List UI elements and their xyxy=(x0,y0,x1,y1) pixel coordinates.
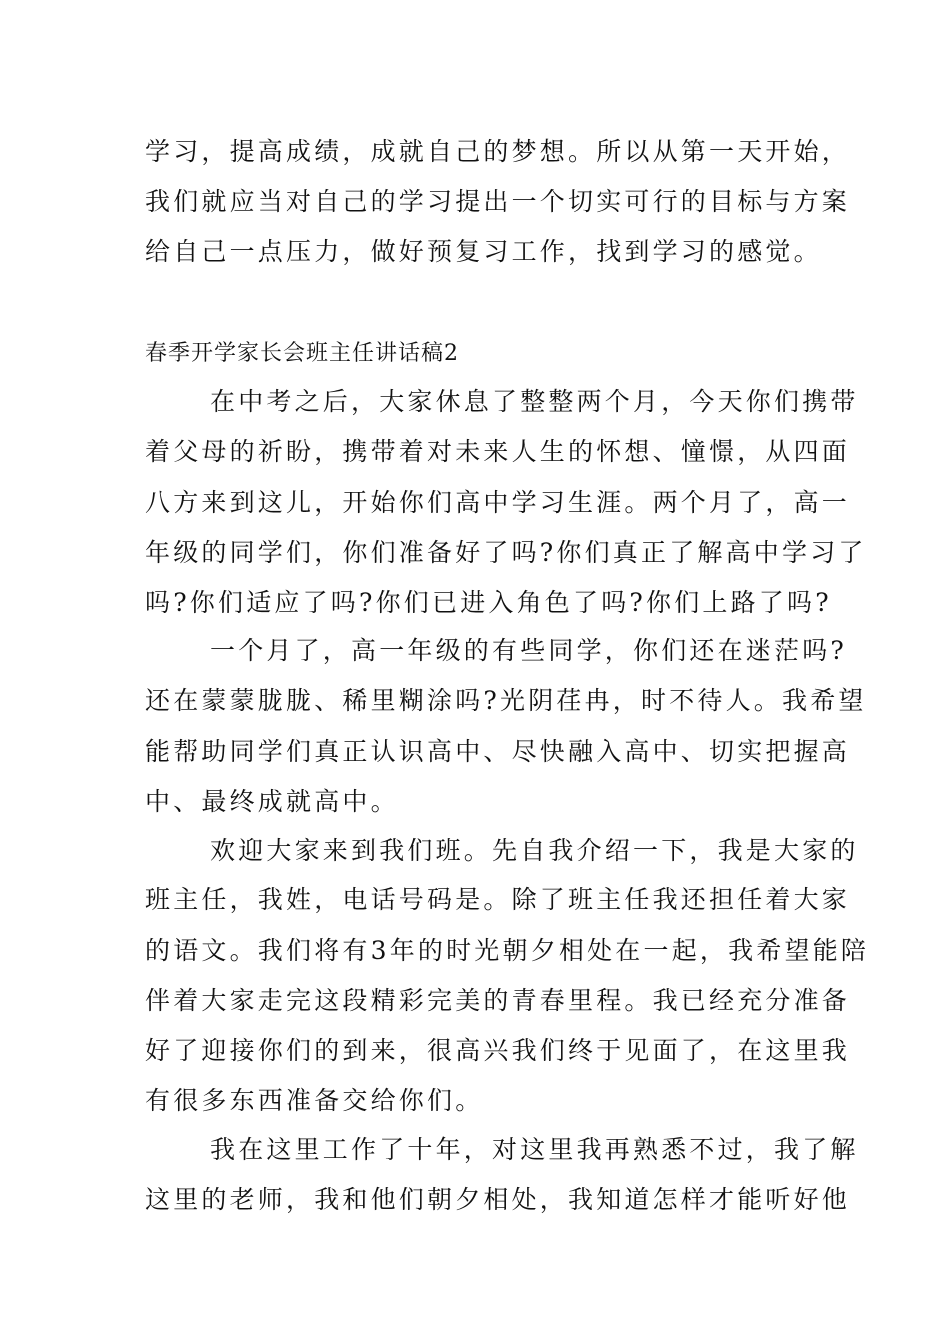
p2-line-1: 一个月了，高一年级的有些同学，你们还在迷茫吗? xyxy=(210,636,848,665)
p2-line-4: 中、最终成就高中。 xyxy=(145,787,399,816)
p1-line-1: 在中考之后，大家休息了整整两个月，今天你们携带 xyxy=(210,387,859,416)
p1-line-3: 八方来到这儿，开始你们高中学习生涯。两个月了，高一 xyxy=(145,488,851,517)
p3-line-1: 欢迎大家来到我们班。先自我介绍一下，我是大家的 xyxy=(210,836,859,865)
p1-line-2: 着父母的祈盼，携带着对未来人生的怀想、憧憬，从四面 xyxy=(145,437,851,466)
intro-line-1: 学习，提高成绩，成就自己的梦想。所以从第一天开始， xyxy=(145,137,851,166)
p3-line-3: 的语文。我们将有3年的时光朝夕相处在一起，我希望能陪 xyxy=(145,936,870,965)
p4-line-2: 这里的老师，我和他们朝夕相处，我知道怎样才能听好他 xyxy=(145,1185,851,1214)
p3-line-5: 好了迎接你们的到来，很高兴我们终于见面了，在这里我 xyxy=(145,1036,851,1065)
p1-line-4: 年级的同学们，你们准备好了吗?你们真正了解高中学习了 xyxy=(145,538,867,567)
p1-line-5: 吗?你们适应了吗?你们已进入角色了吗?你们上路了吗? xyxy=(145,588,832,617)
p2-line-3: 能帮助同学们真正认识高中、尽快融入高中、切实把握高 xyxy=(145,737,851,766)
intro-line-2: 我们就应当对自己的学习提出一个切实可行的目标与方案 xyxy=(145,187,851,216)
p3-line-6: 有很多东西准备交给你们。 xyxy=(145,1086,484,1115)
section-title: 春季开学家长会班主任讲话稿2 xyxy=(145,341,459,366)
p3-line-4: 伴着大家走完这段精彩完美的青春里程。我已经充分准备 xyxy=(145,986,851,1015)
intro-line-3: 给自己一点压力，做好预复习工作，找到学习的感觉。 xyxy=(145,237,822,266)
p3-line-2: 班主任，我姓，电话号码是。除了班主任我还担任着大家 xyxy=(145,885,851,914)
p4-line-1: 我在这里工作了十年，对这里我再熟悉不过，我了解 xyxy=(210,1135,859,1164)
p2-line-2: 还在蒙蒙胧胧、稀里糊涂吗?光阴荏冉，时不待人。我希望 xyxy=(145,686,867,715)
